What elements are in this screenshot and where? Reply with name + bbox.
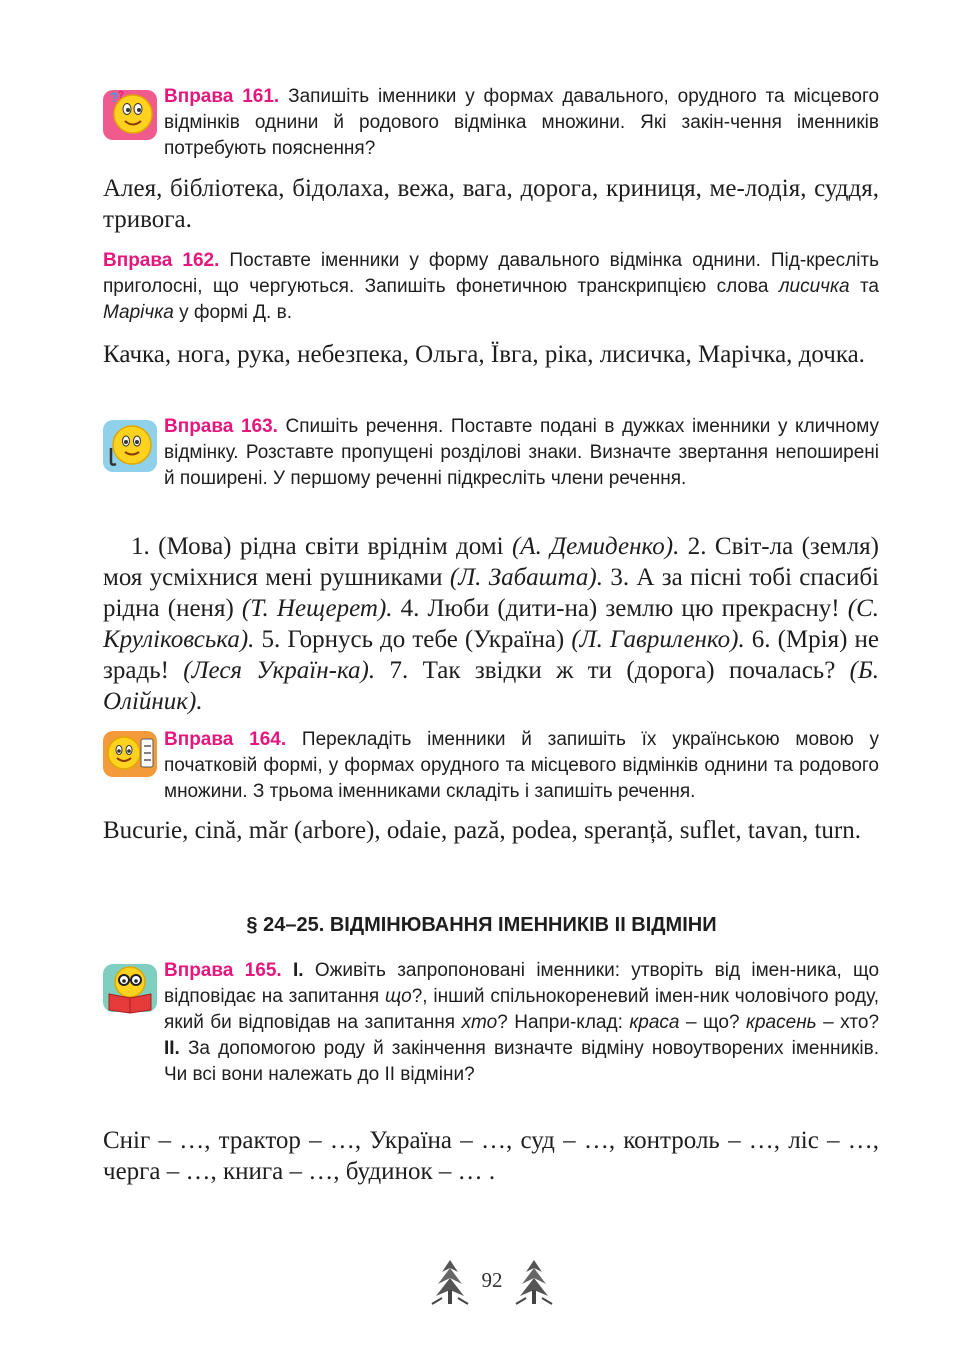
exercise-165-words: Сніг – …, трактор – …, Україна – …, суд – …, контроль – …, ліс – …, черга – …, книга – …, будинок – … . — [103, 1127, 879, 1185]
exercise-165-part-1: І. — [293, 960, 304, 981]
exercise-164-instructions — [164, 727, 879, 805]
exercise-161-words: Алея, бібліотека, бідолаха, вежа, вага, дорога, криниця, ме-лодія, суддя, тривога. — [103, 175, 879, 233]
exercise-162-italic-2: Марічка — [103, 302, 174, 323]
wheat-ornament-icon — [512, 1254, 556, 1308]
thinking-smiley-icon — [103, 86, 157, 140]
exercise-161-number: Вправа 161. — [164, 86, 280, 107]
sentence-1-author: (А. Демиденко). — [511, 533, 680, 560]
exercise-162-text-2: та — [859, 276, 879, 297]
exercise-165-text-6: За допомогою роду й закінчення визначте відміну новоутворених іменників. Чи всі вони належать до ІІ відміни? — [164, 1038, 879, 1085]
exercise-165-text-2: ?, інший спільнокореневий імен-ник чоловічого роду, який би відповідав на запитання — [164, 986, 880, 1033]
sentence-6: 6. (Мрія) не зрадь! — [103, 626, 879, 684]
sentence-5-author: (Л. Гавриленко). — [571, 626, 745, 653]
sentence-1: 1. (Мова) рідна світи вріднім домі — [131, 533, 512, 560]
exercise-161-text: Запишіть іменники у формах давального, орудного та місцевого відмінків однини й родового відмінка множини. Які закін-чення іменників потребують пояснення? — [164, 86, 880, 159]
exercise-162-text-1: Поставте іменники у форму давального відмінка однини. Під-кресліть приголосні, що чергуються. Запишіть фонетичною транскрипцією слова — [103, 250, 880, 297]
phone-smiley-icon — [103, 418, 157, 472]
sentence-4: 4. Люби (дити-на) землю цю прекрасну! — [392, 595, 848, 622]
sentence-7: 7. Так звідки ж ти (дорога) почалась? — [375, 657, 850, 684]
exercise-164-number: Вправа 164. — [164, 729, 287, 750]
svg-text:?: ? — [110, 89, 119, 105]
exercise-165-text-1: Оживіть запропоновані іменники: утворіть від імен-ника, що відповідає на запитання — [164, 960, 880, 1007]
exercise-165-instructions — [164, 958, 879, 1088]
sentence-3-author: (Т. Нещерет). — [241, 595, 393, 622]
page-footer — [0, 1250, 963, 1310]
page-number: 92 — [481, 1268, 503, 1292]
sentence-2: 2. Світ-ла (земля) моя усміхнися мені рушниками — [103, 533, 879, 591]
wheat-ornament-icon — [428, 1254, 472, 1308]
exercise-165-italic-4: красень — [746, 1012, 817, 1033]
svg-text:?: ? — [118, 90, 125, 101]
exercise-162-words: Качка, нога, рука, небезпека, Ольга, Ївга, ріка, лисичка, Марічка, дочка. — [103, 341, 865, 368]
exercise-163-number: Вправа 163. — [164, 416, 278, 437]
reading-smiley-icon — [103, 960, 157, 1014]
exercise-165-text-4: – що? — [685, 1012, 740, 1033]
exercise-164-text: Перекладіть іменники й запишіть їх українською мовою у початковій формі, у формах орудного та місцевого відмінків однини та родового множини. З трьома іменниками складіть і запишіть речення. — [164, 729, 880, 802]
exercise-162-instructions — [103, 248, 879, 326]
exercise-165-number: Вправа 165. — [164, 960, 282, 981]
exercise-165-text-3: ? Напри-клад: — [497, 1012, 623, 1033]
exercise-162-number: Вправа 162. — [103, 250, 220, 271]
exercise-161-instructions — [164, 84, 879, 162]
sentence-5: 5. Горнусь до тебе (Україна) — [254, 626, 572, 653]
sentence-3: 3. А за пісні тобі спасибі рідна (неня) — [103, 564, 880, 622]
list-smiley-icon — [103, 727, 157, 781]
sentence-4-author: (С. Круліковська). — [103, 595, 879, 653]
exercise-162-italic-1: лисичка — [778, 276, 850, 297]
exercise-163-sentences — [103, 531, 879, 717]
exercise-165-italic-3: краса — [629, 1012, 680, 1033]
sentence-7-author: (Б. Олійник). — [103, 657, 879, 715]
exercise-163-instructions — [164, 414, 879, 492]
sentence-2-author: (Л. Забашта). — [449, 564, 603, 591]
exercise-165-italic-1: що — [384, 986, 412, 1007]
sentence-6-author: (Леся Україн-ка). — [183, 657, 376, 684]
exercise-162-text-3: у формі Д. в. — [179, 302, 292, 323]
section-title: § 24–25. ВІДМІНЮВАННЯ ІМЕННИКІВ ІІ ВІДМІНИ — [246, 914, 717, 936]
exercise-165-text-5: – хто? — [823, 1012, 880, 1033]
exercise-163-text: Спишіть речення. Поставте подані в дужках іменники у кличному відмінку. Розставте пропущені розділові знаки. Визначте звертання непоширені й поширені. У першому реченні підкресліть члени речення. — [164, 416, 879, 489]
exercise-164-words: Bucurie, cină, măr (arbore), odaie, pază, podea, speranță, suflet, tavan, turn. — [103, 817, 861, 844]
exercise-165-part-2: ІІ. — [164, 1038, 180, 1059]
exercise-165-italic-2: хто — [461, 1012, 498, 1033]
